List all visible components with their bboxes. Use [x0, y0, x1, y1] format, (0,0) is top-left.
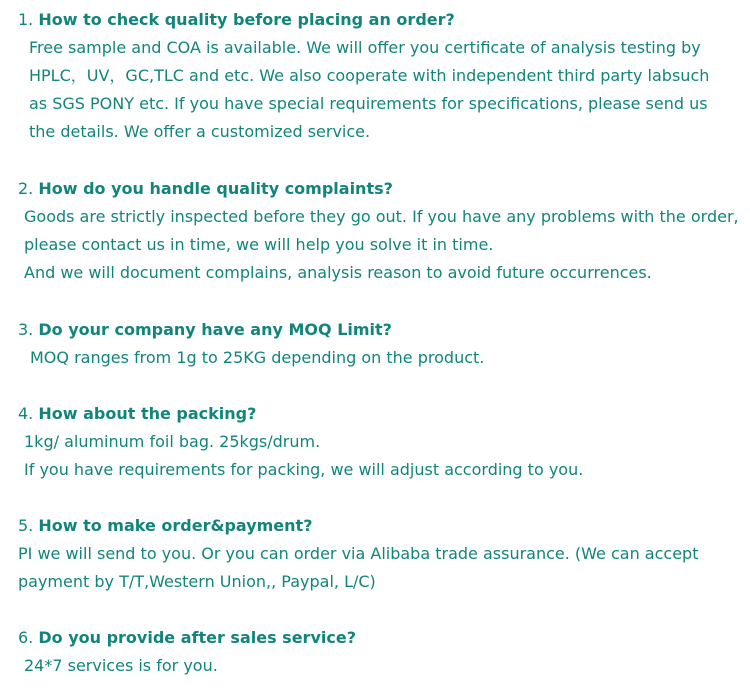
faq-question-1: [0, 6, 750, 34]
faq-question-text-2: How do you handle quality complaints?: [38, 179, 393, 198]
faq-question-text-3: Do your company have any MOQ Limit?: [38, 320, 392, 339]
faq-answer-2-line-3: And we will document complains, analysis reason to avoid future occurrences.: [24, 263, 652, 282]
faq-item-6: [0, 624, 750, 680]
faq-answer-4-line-2: If you have requirements for packing, we will adjust according to you.: [24, 460, 584, 479]
faq-question-2: [0, 175, 750, 203]
faq-number-3: 3.: [18, 320, 34, 339]
faq-item-3: [0, 316, 750, 372]
faq-answer-1-line-1: Free sample and COA is available. We will offer you certificate of analysis testing by: [29, 38, 701, 57]
faq-question-6: [0, 624, 750, 652]
faq-question-text-1: How to check quality before placing an order?: [38, 10, 455, 29]
faq-item-2: [0, 175, 750, 287]
faq-answer-1-line-3: as SGS PONY etc. If you have special requirements for specifications, please send us: [29, 94, 708, 113]
faq-answer-1-line-2: HPLC，UV，GC,TLC and etc. We also cooperate with independent third party labsuch: [29, 66, 710, 85]
faq-answer-4-line-1: 1kg/ aluminum foil bag. 25kgs/drum.: [24, 432, 321, 451]
faq-number-1: 1.: [18, 10, 34, 29]
faq-item-4: [0, 400, 750, 484]
faq-answer-3-line-1: MOQ ranges from 1g to 25KG depending on the product.: [30, 348, 485, 367]
faq-item-5: [0, 512, 750, 596]
faq-number-5: 5.: [18, 516, 34, 535]
faq-answer-1-line-4: the details. We offer a customized service.: [29, 122, 371, 141]
faq-answer-5-line-2: payment by T/T,Western Union,, Paypal, L/C): [18, 572, 376, 591]
faq-answer-6-line-1: 24*7 services is for you.: [24, 656, 218, 675]
faq-number-4: 4.: [18, 404, 34, 423]
faq-question-3: [0, 316, 750, 344]
faq-number-6: 6.: [18, 628, 34, 647]
faq-question-5: [0, 512, 750, 540]
faq-question-text-6: Do you provide after sales service?: [38, 628, 356, 647]
faq-answer-2-line-1: Goods are strictly inspected before they go out. If you have any problems with the order,: [24, 207, 739, 226]
faq-question-text-4: How about the packing?: [38, 404, 257, 423]
faq-answer-5-line-1: PI we will send to you. Or you can order via Alibaba trade assurance. (We can accept: [18, 544, 699, 563]
faq-question-text-5: How to make order&payment?: [38, 516, 313, 535]
faq-item-1: [0, 6, 750, 146]
faq-answer-2-line-2: please contact us in time, we will help you solve it in time.: [24, 235, 494, 254]
faq-question-4: [0, 400, 750, 428]
faq-number-2: 2.: [18, 179, 34, 198]
